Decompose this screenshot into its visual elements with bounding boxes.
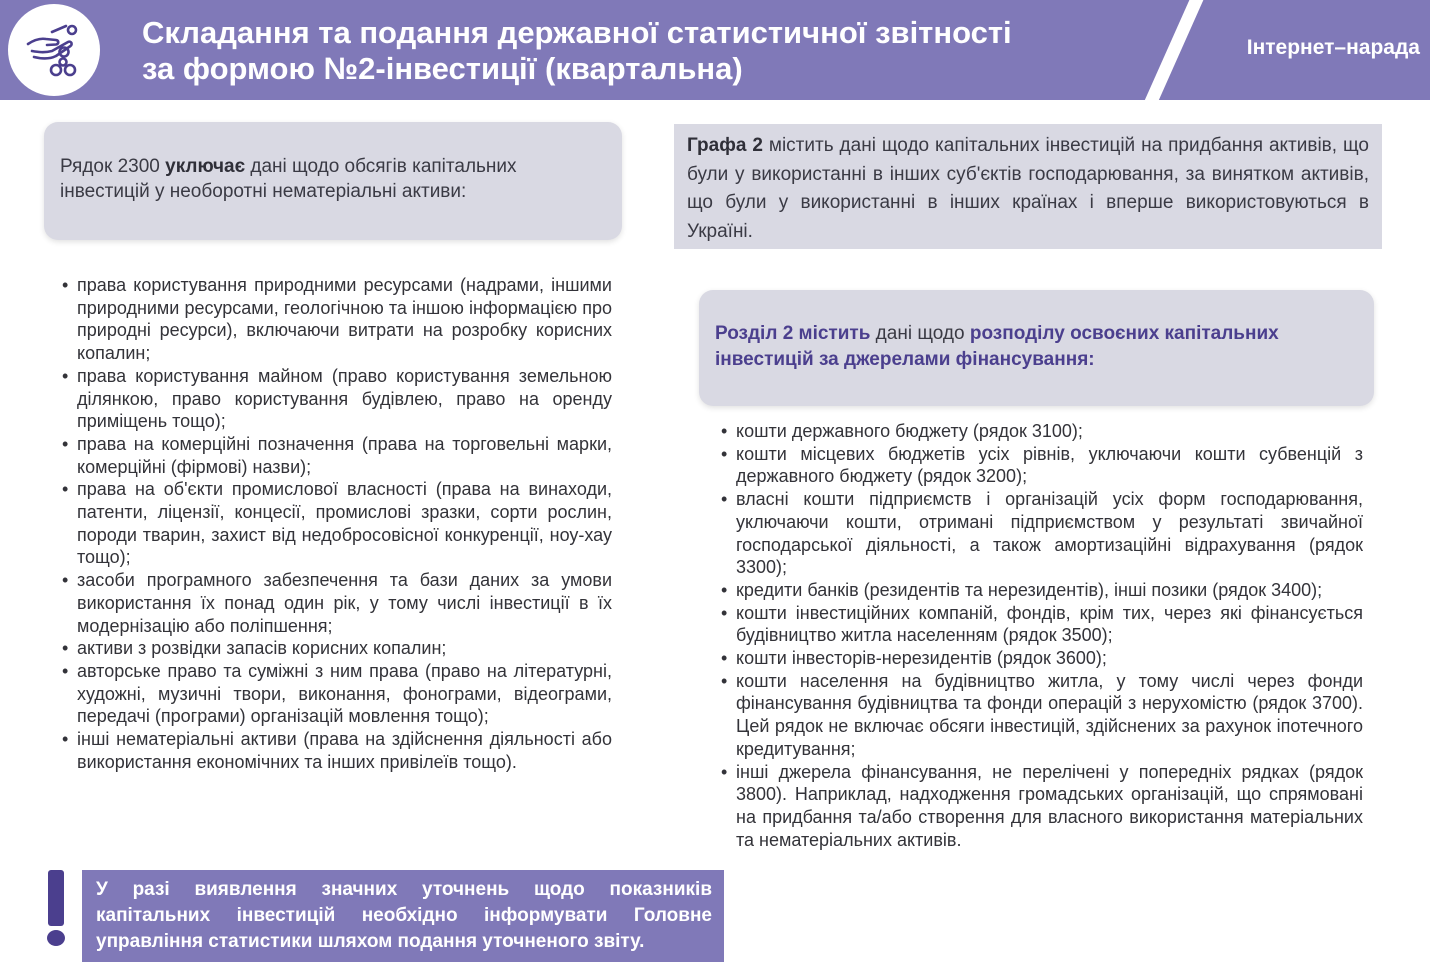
grafa-2-text: Графа 2 містить дані щодо капітальних інвестицій на придбання активів, що були у використанні в інших суб'єктів господарювання, за винятком активів, що були у використанні в інших країнах і вперше використовуються в Україні. bbox=[687, 135, 1369, 242]
list-item: • кредити банків (резидентів та нерезидентів), інші позики (рядок 3400); bbox=[721, 579, 1323, 600]
list-item: • кошти державного бюджету (рядок 3100); bbox=[721, 421, 1083, 441]
financing-sources-list bbox=[721, 420, 1363, 851]
title-line-2: за формою №2-інвестиції (квартальна) bbox=[142, 51, 743, 86]
list-item: • засоби програмного забезпечення та бази даних за умови використання їх понад один рік, у тому числі інвестиції в їх модернізацію або поліпшення; bbox=[62, 570, 612, 636]
intangible-assets-list bbox=[62, 274, 612, 773]
list-item: • кошти інвестиційних компаній, фондів, крім тих, через які фінансується будівництво житла населенням (рядок 3500); bbox=[721, 602, 1363, 646]
grafa-2-box bbox=[674, 124, 1382, 249]
exclamation-icon bbox=[45, 870, 67, 946]
title-line-1: Складання та подання державної статистичної звітності bbox=[142, 15, 1012, 50]
list-item: • інші нематеріальні активи (права на здійснення діяльності або використання економічних та інших привілеїв тощо). bbox=[62, 729, 612, 772]
list-item: • кошти місцевих бюджетів усіх рівнів, уключаючи кошти субвенцій з державного бюджету (рядок 3200); bbox=[721, 443, 1363, 487]
page-title bbox=[142, 15, 1142, 87]
list-item: • права користування природними ресурсами (надрами, іншими природними ресурсами, геологічною та іншою інформацією про природні ресурси), включаючи витрати на розробку корисних копалин; bbox=[62, 275, 612, 364]
warning-box bbox=[82, 870, 724, 962]
list-item: • кошти інвесторів-нерезидентів (рядок 3600); bbox=[721, 648, 1107, 669]
list-item: • авторське право та суміжні з ним права (право на літературні, художні, музичні твори, виконання, фонограми, відеограми, передачі (програми) організацій мовлення тощо); bbox=[62, 660, 612, 727]
callout-row-2300 bbox=[44, 122, 622, 240]
header-banner bbox=[0, 0, 1430, 100]
list-item: • активи з розвідки запасів корисних копалин; bbox=[62, 638, 447, 659]
list-item: • права на комерційні позначення (права на торговельні марки, комерційні (фірмові) назви); bbox=[62, 433, 612, 477]
callout-section-2-text: Розділ 2 містить дані щодо розподілу освоєних капітальних інвестицій за джерелами фінансування: bbox=[715, 323, 1279, 370]
callout-section-2 bbox=[699, 290, 1374, 406]
list-item: • права на об'єкти промислової власності (права на винаходи, патенти, ліцензії, концесії, промислові зразки, сорти рослин, породи тварин, захист від недобросовісної конкуренції, ноу-хау тощо); bbox=[62, 479, 612, 568]
list-item: • кошти населення на будівництво житла, у тому числі через фонди фінансування будівництва та фонди операцій з нерухомістю (рядок 3700). Цей рядок не включає обсяги інвестицій, здійснених за рахунок іпотечного кредитування; bbox=[721, 670, 1363, 759]
hand-coins-icon bbox=[22, 18, 86, 82]
header-divider bbox=[1138, 0, 1208, 115]
logo bbox=[8, 4, 100, 96]
warning-text: У разі виявлення значних уточнень щодо показників капітальних інвестицій необхідно інформувати Головне управління статистики шляхом подання уточненого звіту. bbox=[96, 879, 712, 952]
callout-row-2300-text: Рядок 2300 уключає дані щодо обсягів капітальних інвестицій у необоротні нематеріальні активи: bbox=[60, 156, 517, 202]
list-item: • власні кошти підприємств і організацій усіх форм господарювання, уключаючи кошти, отримані підприємством у результаті звичайної господарської діяльності, а також амортизаційні відрахування (рядок 3300); bbox=[721, 489, 1363, 578]
header-tag: Інтернет–нарада bbox=[1246, 36, 1420, 59]
list-item: • права користування майном (право користування земельною ділянкою, право користування будівлею, право на оренду приміщень тощо); bbox=[62, 365, 612, 432]
list-item: • інші джерела фінансування, не перелічені у попередніх рядках (рядок 3800). Наприклад, надходження громадських організацій, що спрямовані на придбання та/або створення для власного використання матеріальних та нематеріальних активів. bbox=[721, 761, 1363, 850]
